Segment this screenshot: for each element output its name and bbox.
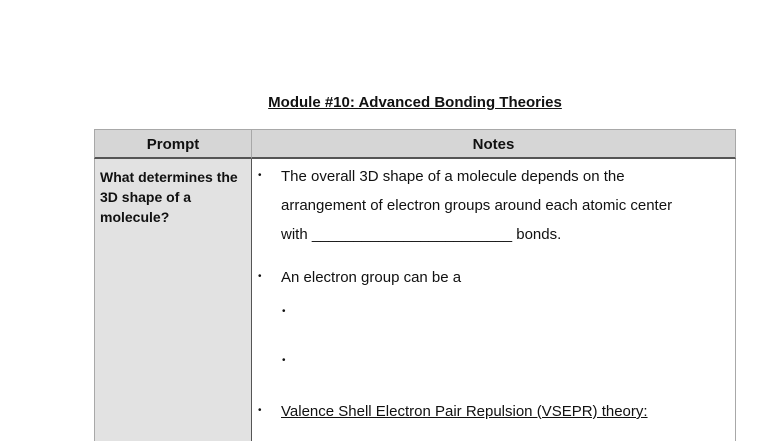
- bullet-3: •: [258, 405, 262, 416]
- sub-bullet-1: •: [282, 306, 286, 317]
- note-line-4: An electron group can be a: [281, 269, 462, 286]
- note-line-5: Valence Shell Electron Pair Repulsion (VSEPR) theory:: [281, 403, 648, 420]
- notes-column-header: Notes: [252, 129, 736, 159]
- note-line-3: with ________________________ bonds.: [281, 226, 562, 243]
- notes-cell: [252, 159, 736, 441]
- bullet-2: •: [258, 271, 262, 282]
- prompt-column-header: Prompt: [94, 129, 252, 159]
- note-line-2: arrangement of electron groups around each atomic center: [281, 197, 673, 214]
- sub-bullet-2: •: [282, 355, 286, 366]
- prompt-cell: What determines the 3D shape of a molecule?: [94, 159, 252, 441]
- module-title: Module #10: Advanced Bonding Theories: [268, 94, 562, 111]
- notes-table: [94, 129, 736, 441]
- bullet-1: •: [258, 170, 262, 181]
- note-line-1: The overall 3D shape of a molecule depends on the: [281, 168, 625, 185]
